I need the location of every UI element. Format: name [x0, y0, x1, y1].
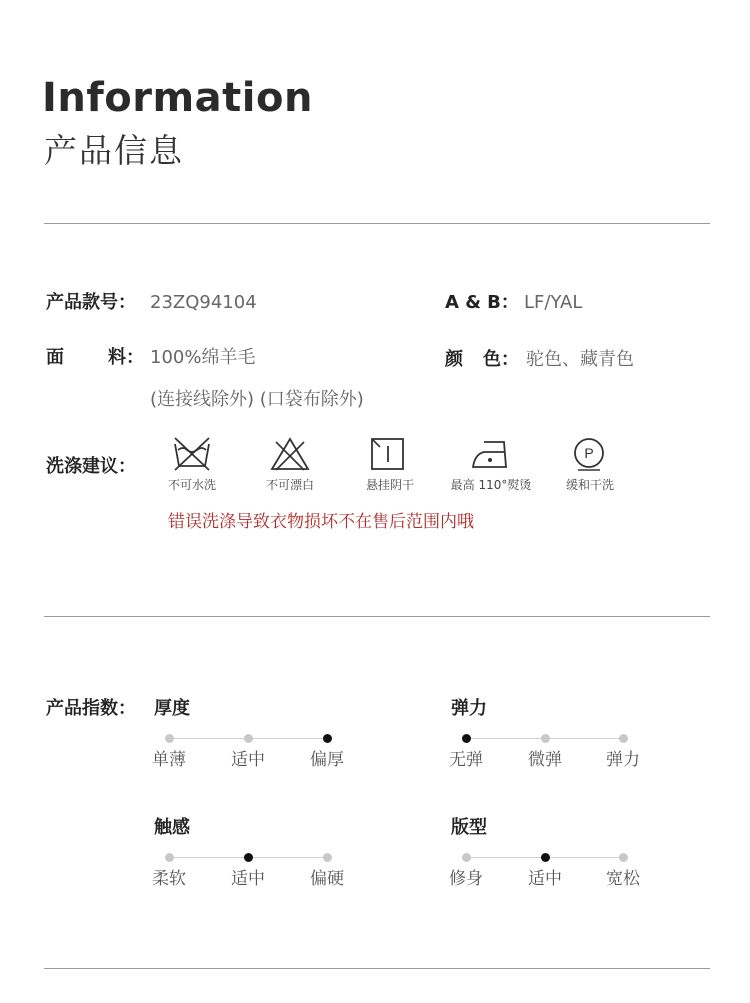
material-note: (连接线除外) (口袋布除外) — [150, 389, 364, 410]
style-no-value: 23ZQ94104 — [150, 292, 257, 313]
color-label-second: 色： — [483, 349, 519, 370]
color-value: 驼色、藏青色 — [526, 349, 634, 370]
svg-text:P: P — [584, 445, 594, 461]
index-option-label: 偏厚 — [310, 750, 344, 770]
index-dot-selected — [244, 853, 253, 862]
divider-middle — [44, 616, 710, 617]
index-option-label: 适中 — [528, 869, 562, 889]
divider-top — [44, 223, 710, 224]
index-option-label: 宽松 — [606, 869, 640, 889]
index-dot-selected — [323, 734, 332, 743]
gentle-dry-clean-icon — [569, 436, 609, 472]
index-option-label: 微弹 — [528, 750, 562, 770]
color-label-first: 颜 — [445, 349, 463, 370]
material-label-second: 料： — [108, 347, 144, 368]
index-option-label: 单薄 — [152, 750, 186, 770]
style-no-label: 产品款号： — [46, 292, 136, 313]
index-option-label: 适中 — [231, 869, 265, 889]
index-dot — [619, 853, 628, 862]
index-option-label: 弹力 — [606, 750, 640, 770]
no-bleach-icon — [270, 436, 310, 472]
index-dot-selected — [462, 734, 471, 743]
divider-bottom — [44, 968, 710, 969]
index-title: 触感 — [154, 817, 190, 838]
iron-110-icon — [470, 436, 510, 472]
material-value: 100%绵羊毛 — [150, 347, 256, 368]
ab-label: A & B： — [445, 292, 519, 313]
no-wash-icon — [172, 436, 212, 472]
care-item-label: 最高 110°熨烫 — [450, 478, 532, 492]
index-dot — [323, 853, 332, 862]
title-chinese: 产品信息 — [44, 131, 184, 170]
index-option-label: 修身 — [449, 869, 483, 889]
material-label-first: 面 — [46, 347, 64, 368]
care-item-label: 悬挂阴干 — [365, 478, 414, 492]
index-option-label: 适中 — [231, 750, 265, 770]
care-warning: 错误洗涤导致衣物损坏不在售后范围内哦 — [168, 512, 474, 532]
index-dot — [619, 734, 628, 743]
care-item-label: 缓和干洗 — [565, 478, 614, 492]
care-item-label: 不可水洗 — [167, 478, 216, 492]
index-option-label: 偏硬 — [310, 869, 344, 889]
index-option-label: 无弹 — [449, 750, 483, 770]
index-dot — [462, 853, 471, 862]
index-dot — [165, 853, 174, 862]
index-option-label: 柔软 — [152, 869, 186, 889]
index-dot — [244, 734, 253, 743]
indices-label: 产品指数： — [46, 698, 136, 719]
care-item-label: 不可漂白 — [265, 478, 314, 492]
index-dot — [541, 734, 550, 743]
index-title: 版型 — [451, 817, 487, 838]
index-dot-selected — [541, 853, 550, 862]
index-title: 弹力 — [451, 698, 487, 719]
ab-value: LF/YAL — [524, 292, 583, 313]
title-english: Information — [42, 75, 313, 121]
index-title: 厚度 — [154, 698, 190, 719]
care-label: 洗涤建议： — [46, 456, 136, 477]
index-dot — [165, 734, 174, 743]
line-dry-shade-icon — [368, 436, 408, 472]
